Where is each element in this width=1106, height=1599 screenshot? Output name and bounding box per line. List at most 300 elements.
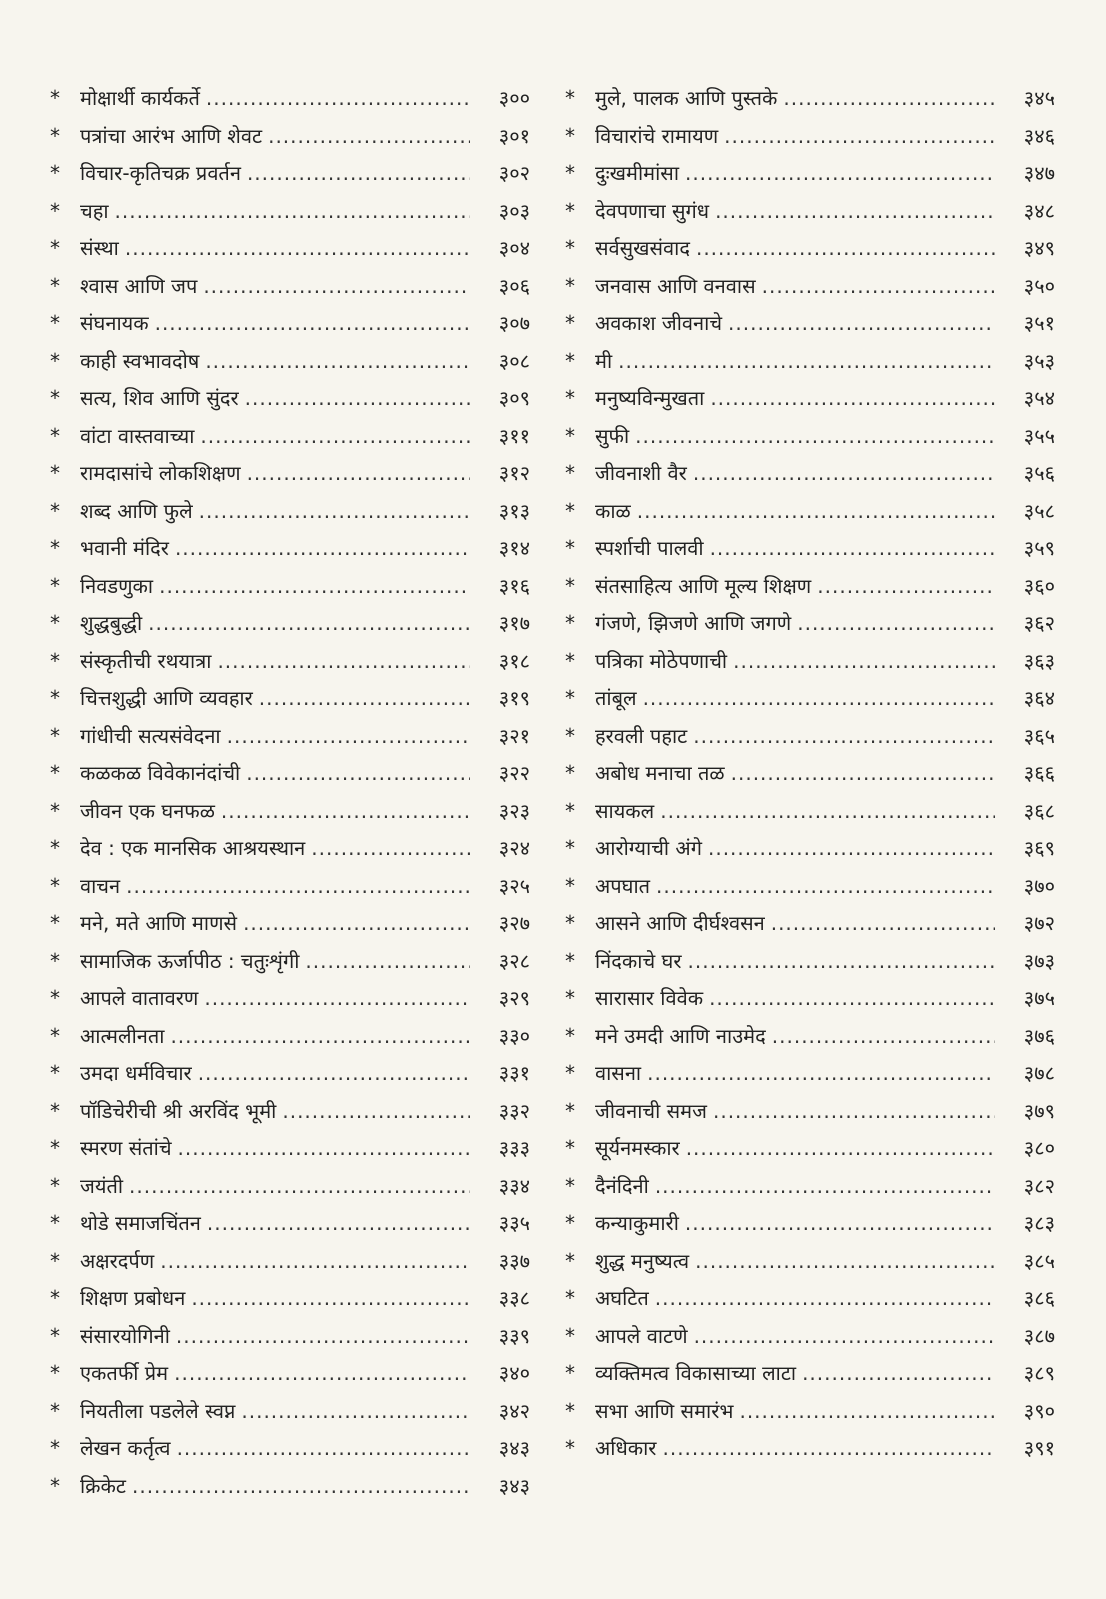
dot-leader (205, 343, 470, 381)
asterisk-bullet-icon: * (50, 123, 60, 148)
toc-entry (565, 1243, 1055, 1281)
toc-entry-page-number: ३१४ (498, 536, 530, 560)
dot-leader (217, 643, 470, 681)
toc-entry (50, 943, 530, 981)
asterisk-bullet-icon: * (50, 1286, 60, 1310)
toc-entry-title: स्मरण संतांचे (80, 1136, 172, 1160)
toc-entry-page-number: ३३० (498, 1023, 530, 1048)
toc-entry (50, 305, 530, 343)
asterisk-bullet-icon: * (565, 573, 575, 598)
toc-entry (50, 718, 530, 756)
toc-entry (565, 1318, 1055, 1356)
toc-entry (50, 905, 530, 943)
dot-leader (305, 943, 470, 981)
dot-leader (115, 193, 471, 231)
toc-entry-page-number: ३८७ (1023, 1323, 1055, 1348)
dot-leader (713, 1093, 995, 1131)
toc-entry-title: शिक्षण प्रबोधन (80, 1286, 186, 1310)
toc-entry (565, 343, 1055, 381)
toc-entry (565, 1168, 1055, 1206)
toc-right-column (565, 80, 1055, 1468)
toc-entry-page-number: ३१९ (498, 686, 530, 710)
asterisk-bullet-icon: * (565, 1173, 575, 1198)
dot-leader (198, 1055, 470, 1093)
toc-entry-page-number: ३२४ (498, 836, 530, 860)
toc-entry-title: संघनायक (80, 311, 149, 335)
toc-entry (50, 755, 530, 793)
toc-entry-page-number: ३८२ (1023, 1173, 1055, 1198)
toc-entry (50, 380, 530, 418)
toc-entry-title: व्यक्तिमत्व विकासाच्या लाटा (595, 1361, 797, 1385)
toc-entry (50, 980, 530, 1018)
dot-leader (715, 193, 995, 231)
dot-leader (694, 1318, 995, 1356)
toc-entry-page-number: ३३१ (498, 1061, 530, 1085)
toc-entry-title: संतसाहित्य आणि मूल्य शिक्षण (595, 573, 812, 598)
toc-entry-page-number: ३०७ (498, 311, 530, 335)
toc-entry-title: काळ (595, 498, 631, 523)
toc-entry-page-number: ३९० (1023, 1398, 1055, 1423)
toc-entry-page-number: ३२२ (498, 761, 530, 785)
toc-entry-title: सुफी (595, 423, 630, 448)
toc-entry (50, 643, 530, 681)
asterisk-bullet-icon: * (565, 986, 575, 1010)
toc-entry (565, 1430, 1055, 1468)
toc-entry (565, 530, 1055, 568)
toc-entry-title: उमदा धर्मविचार (80, 1061, 192, 1085)
toc-entry-title: मने उमदी आणि नाउमेद (595, 1023, 766, 1048)
toc-entry-title: स्पर्शाची पालवी (595, 536, 704, 560)
dot-leader (709, 980, 995, 1018)
toc-entry (50, 1205, 530, 1243)
dot-leader (282, 1093, 470, 1131)
toc-entry-title: शुद्ध मनुष्यत्व (595, 1248, 690, 1273)
toc-entry (565, 455, 1055, 493)
asterisk-bullet-icon: * (565, 948, 575, 973)
toc-entry-title: वाचन (80, 873, 121, 898)
toc-entry (565, 643, 1055, 681)
toc-entry-title: क्रिकेट (80, 1473, 126, 1498)
dot-leader (243, 905, 470, 943)
asterisk-bullet-icon: * (565, 498, 575, 523)
toc-entry (50, 493, 530, 531)
toc-entry (50, 793, 530, 831)
toc-entry-page-number: ३८५ (1023, 1248, 1055, 1273)
dot-leader (710, 380, 995, 418)
dot-leader (206, 80, 470, 118)
dot-leader (772, 1018, 995, 1056)
asterisk-bullet-icon: * (50, 1398, 60, 1423)
dot-leader (643, 680, 995, 718)
asterisk-bullet-icon: * (50, 348, 60, 373)
asterisk-bullet-icon: * (565, 461, 575, 485)
toc-entry-title: थोडे समाजचिंतन (80, 1211, 201, 1235)
asterisk-bullet-icon: * (565, 1286, 575, 1310)
toc-entry-page-number: ३२९ (498, 986, 530, 1010)
toc-entry-title: अबोध मनाचा तळ (595, 761, 725, 785)
dot-leader (655, 1280, 995, 1318)
asterisk-bullet-icon: * (50, 311, 60, 335)
toc-entry-title: आपले वाटणे (595, 1323, 688, 1348)
toc-entry-title: सूर्यनमस्कार (595, 1136, 680, 1160)
toc-entry-page-number: ३६४ (1023, 686, 1055, 710)
dot-leader (247, 455, 470, 493)
toc-entry-title: काही स्वभावदोष (80, 348, 200, 373)
dot-leader (207, 1205, 470, 1243)
toc-entry-title: जनवास आणि वनवास (595, 273, 756, 298)
asterisk-bullet-icon: * (50, 1023, 60, 1048)
toc-entry (50, 455, 530, 493)
toc-entry-page-number: ३१३ (498, 498, 530, 523)
toc-entry (50, 1243, 530, 1281)
asterisk-bullet-icon: * (565, 1323, 575, 1348)
toc-entry-title: रामदासांचे लोकशिक्षण (80, 461, 241, 485)
asterisk-bullet-icon: * (565, 348, 575, 373)
asterisk-bullet-icon: * (565, 798, 575, 823)
dot-leader (204, 980, 470, 1018)
toc-entry-page-number: ३१८ (498, 648, 530, 673)
dot-leader (693, 718, 995, 756)
toc-entry (50, 1093, 530, 1131)
dot-leader (695, 1243, 995, 1281)
dot-leader (155, 305, 470, 343)
toc-entry-page-number: ३५० (1023, 273, 1055, 298)
toc-entry-title: जीवनाची समज (595, 1098, 707, 1123)
toc-entry-page-number: ३५५ (1023, 423, 1055, 448)
toc-entry (50, 568, 530, 606)
toc-entry-page-number: ३८३ (1023, 1211, 1055, 1235)
toc-entry-page-number: ३६३ (1023, 648, 1055, 673)
dot-leader (739, 1393, 995, 1431)
toc-entry (565, 868, 1055, 906)
dot-leader (200, 418, 470, 456)
toc-entry-page-number: ३६५ (1023, 723, 1055, 748)
toc-entry (50, 530, 530, 568)
toc-entry (50, 1280, 530, 1318)
toc-entry-page-number: ३४७ (1023, 161, 1055, 185)
asterisk-bullet-icon: * (50, 723, 60, 748)
asterisk-bullet-icon: * (565, 423, 575, 448)
dot-leader (662, 1430, 995, 1468)
asterisk-bullet-icon: * (565, 686, 575, 710)
asterisk-bullet-icon: * (565, 836, 575, 860)
asterisk-bullet-icon: * (50, 1061, 60, 1085)
toc-entry-title: सारासार विवेक (595, 986, 704, 1010)
asterisk-bullet-icon: * (50, 536, 60, 560)
toc-entry-page-number: ३३७ (498, 1248, 530, 1273)
toc-entry-page-number: ३५४ (1023, 386, 1055, 410)
toc-entry (50, 268, 530, 306)
toc-entry (50, 830, 530, 868)
dot-leader (159, 568, 470, 606)
toc-entry-title: एकतर्फी प्रेम (80, 1361, 169, 1385)
toc-entry-page-number: ३२७ (498, 911, 530, 935)
toc-entry-page-number: ३८६ (1023, 1286, 1055, 1310)
toc-entry-page-number: ३२८ (498, 948, 530, 973)
asterisk-bullet-icon: * (50, 873, 60, 898)
toc-entry-title: संसारयोगिनी (80, 1323, 170, 1348)
dot-leader (247, 155, 470, 193)
toc-entry (565, 1055, 1055, 1093)
toc-entry-page-number: ३०२ (498, 161, 530, 185)
toc-entry-page-number: ३३४ (498, 1173, 530, 1198)
dot-leader (160, 1243, 470, 1281)
toc-entry-title: नियतीला पडलेले स्वप्न (80, 1398, 236, 1423)
toc-entry-title: अधिकार (595, 1436, 657, 1460)
toc-entry-page-number: ३२३ (498, 798, 530, 823)
dot-leader (132, 1468, 470, 1506)
toc-entry-title: आरोग्याची अंगे (595, 836, 702, 860)
asterisk-bullet-icon: * (565, 1398, 575, 1423)
asterisk-bullet-icon: * (565, 1098, 575, 1123)
toc-entry-title: चहा (80, 198, 109, 223)
toc-entry-title: कन्याकुमारी (595, 1211, 679, 1235)
toc-entry-title: सर्वसुखसंवाद (595, 236, 690, 260)
toc-entry-page-number: ३९१ (1023, 1436, 1055, 1460)
dot-leader (647, 1055, 995, 1093)
toc-entry-title: मुले, पालक आणि पुस्तके (595, 86, 778, 110)
dot-leader (268, 118, 470, 156)
asterisk-bullet-icon: * (50, 1323, 60, 1348)
asterisk-bullet-icon: * (565, 273, 575, 298)
toc-entry-page-number: ३७० (1023, 873, 1055, 898)
asterisk-bullet-icon: * (50, 198, 60, 223)
toc-entry-title: निंदकाचे घर (595, 948, 682, 973)
toc-entry-title: जीवन एक घनफळ (80, 798, 215, 823)
toc-entry (565, 980, 1055, 1018)
asterisk-bullet-icon: * (50, 1211, 60, 1235)
dot-leader (685, 155, 995, 193)
dot-leader (724, 118, 995, 156)
toc-entry-page-number: ३४३ (498, 1436, 530, 1460)
toc-entry-title: मी (595, 348, 613, 373)
dot-leader (125, 230, 470, 268)
asterisk-bullet-icon: * (50, 1436, 60, 1460)
asterisk-bullet-icon: * (565, 1436, 575, 1460)
asterisk-bullet-icon: * (565, 611, 575, 635)
toc-entry-page-number: ३६६ (1023, 761, 1055, 785)
toc-entry (50, 343, 530, 381)
toc-entry-title: पत्रांचा आरंभ आणि शेवट (80, 123, 263, 148)
toc-entry-page-number: ३४९ (1023, 236, 1055, 260)
toc-entry (565, 1280, 1055, 1318)
toc-entry-page-number: ३५९ (1023, 536, 1055, 560)
asterisk-bullet-icon: * (565, 1361, 575, 1385)
toc-entry-page-number: ३०० (498, 86, 530, 110)
toc-entry (50, 1393, 530, 1431)
dot-leader (177, 1430, 470, 1468)
toc-entry-title: लेखन कर्तृत्व (80, 1436, 171, 1460)
dot-leader (311, 830, 470, 868)
dot-leader (241, 1393, 470, 1431)
toc-entry-page-number: ३१७ (498, 611, 530, 635)
toc-entry (50, 1318, 530, 1356)
asterisk-bullet-icon: * (50, 1173, 60, 1198)
toc-entry (565, 118, 1055, 156)
dot-leader (245, 380, 470, 418)
asterisk-bullet-icon: * (50, 86, 60, 110)
toc-entry (565, 793, 1055, 831)
toc-entry (50, 155, 530, 193)
toc-entry-page-number: ३५८ (1023, 498, 1055, 523)
toc-entry-title: पॉडिचेरीची श्री अरविंद भूमी (80, 1098, 277, 1123)
toc-entry-page-number: ३३३ (498, 1136, 530, 1160)
toc-entry-title: चित्तशुद्धी आणि व्यवहार (80, 686, 253, 710)
asterisk-bullet-icon: * (50, 611, 60, 635)
dot-leader (635, 418, 995, 456)
dot-leader (693, 455, 995, 493)
asterisk-bullet-icon: * (50, 273, 60, 298)
toc-entry-page-number: ३२१ (498, 723, 530, 748)
dot-leader (178, 1130, 470, 1168)
toc-entry-title: शुद्धबुद्धी (80, 611, 143, 635)
toc-entry-title: अवकाश जीवनाचे (595, 311, 723, 335)
toc-entry (50, 230, 530, 268)
dot-leader (733, 643, 995, 681)
toc-entry-title: जयंती (80, 1173, 124, 1198)
asterisk-bullet-icon: * (50, 1098, 60, 1123)
dot-leader (797, 605, 995, 643)
toc-entry (50, 1430, 530, 1468)
asterisk-bullet-icon: * (50, 498, 60, 523)
toc-entry-page-number: ३५६ (1023, 461, 1055, 485)
asterisk-bullet-icon: * (565, 1211, 575, 1235)
toc-entry (565, 605, 1055, 643)
toc-entry-page-number: ३२५ (498, 873, 530, 898)
toc-entry-title: निवडणुका (80, 573, 154, 598)
toc-entry-page-number: ३३९ (498, 1323, 530, 1348)
asterisk-bullet-icon: * (565, 1061, 575, 1085)
toc-entry (565, 305, 1055, 343)
asterisk-bullet-icon: * (50, 686, 60, 710)
toc-entry-page-number: ३३५ (498, 1211, 530, 1235)
toc-entry-page-number: ३७६ (1023, 1023, 1055, 1048)
toc-entry (50, 1130, 530, 1168)
toc-entry-page-number: ३४० (498, 1361, 530, 1385)
dot-leader (762, 268, 995, 306)
toc-entry (50, 1468, 530, 1506)
toc-entry-page-number: ३७९ (1023, 1098, 1055, 1123)
toc-entry-title: जीवनाशी वैर (595, 461, 687, 485)
toc-entry-page-number: ३१६ (498, 573, 530, 598)
toc-entry-title: तांबूल (595, 686, 637, 710)
toc-entry-title: विचार-कृतिचक्र प्रवर्तन (80, 161, 241, 185)
toc-entry-title: पत्रिका मोठेपणाची (595, 648, 728, 673)
asterisk-bullet-icon: * (565, 123, 575, 148)
dot-leader (148, 605, 470, 643)
dot-leader (802, 1355, 995, 1393)
toc-entry-title: अघटित (595, 1286, 649, 1310)
toc-entry (565, 1393, 1055, 1431)
toc-entry (50, 680, 530, 718)
toc-entry (565, 680, 1055, 718)
toc-entry-title: आत्मलीनता (80, 1023, 165, 1048)
asterisk-bullet-icon: * (50, 986, 60, 1010)
dot-leader (728, 305, 995, 343)
toc-entry (565, 718, 1055, 756)
toc-entry (565, 230, 1055, 268)
toc-entry (50, 1168, 530, 1206)
toc-entry-page-number: ३७५ (1023, 986, 1055, 1010)
toc-entry-page-number: ३४५ (1023, 86, 1055, 110)
dot-leader (170, 1018, 470, 1056)
dot-leader (175, 530, 470, 568)
toc-entry-page-number: ३१२ (498, 461, 530, 485)
dot-leader (685, 1205, 995, 1243)
toc-entry (565, 1018, 1055, 1056)
toc-entry-page-number: ३४६ (1023, 123, 1055, 148)
dot-leader (203, 268, 470, 306)
asterisk-bullet-icon: * (50, 761, 60, 785)
toc-entry-title: सत्य, शिव आणि सुंदर (80, 386, 239, 410)
toc-entry-page-number: ३६२ (1023, 611, 1055, 635)
dot-leader (686, 1130, 995, 1168)
toc-entry-title: विचारांचे रामायण (595, 123, 719, 148)
dot-leader (221, 793, 470, 831)
toc-entry (565, 905, 1055, 943)
toc-entry-title: सभा आणि समारंभ (595, 1398, 734, 1423)
asterisk-bullet-icon: * (50, 386, 60, 410)
toc-entry (50, 80, 530, 118)
toc-entry (565, 568, 1055, 606)
toc-entry-page-number: ३०३ (498, 198, 530, 223)
toc-entry (565, 943, 1055, 981)
asterisk-bullet-icon: * (565, 536, 575, 560)
toc-entry-page-number: ३११ (498, 423, 530, 448)
toc-entry-page-number: ३०१ (498, 123, 530, 148)
toc-entry (565, 1093, 1055, 1131)
dot-leader (710, 530, 995, 568)
toc-entry-page-number: ३०८ (498, 348, 530, 373)
toc-entry-title: श्वास आणि जप (80, 273, 198, 298)
dot-leader (191, 1280, 470, 1318)
dot-leader (174, 1355, 470, 1393)
asterisk-bullet-icon: * (565, 648, 575, 673)
toc-entry-page-number: ३३८ (498, 1286, 530, 1310)
toc-entry (50, 193, 530, 231)
toc-entry-page-number: ३४३ (498, 1473, 530, 1498)
asterisk-bullet-icon: * (50, 836, 60, 860)
asterisk-bullet-icon: * (50, 573, 60, 598)
toc-entry-page-number: ३५१ (1023, 311, 1055, 335)
toc-entry-page-number: ३७८ (1023, 1061, 1055, 1085)
asterisk-bullet-icon: * (50, 423, 60, 448)
asterisk-bullet-icon: * (565, 161, 575, 185)
dot-leader (259, 680, 470, 718)
dot-leader (708, 830, 995, 868)
toc-entry-title: गंजणे, झिजणे आणि जगणे (595, 611, 792, 635)
toc-entry-title: दुःखमीमांसा (595, 161, 679, 185)
dot-leader (126, 868, 470, 906)
toc-entry (565, 268, 1055, 306)
dot-leader (656, 868, 995, 906)
toc-entry-page-number: ३७३ (1023, 948, 1055, 973)
toc-entry-title: आपले वातावरण (80, 986, 199, 1010)
toc-entry-page-number: ३०६ (498, 273, 530, 298)
dot-leader (129, 1168, 470, 1206)
toc-entry-title: दैनंदिनी (595, 1173, 649, 1198)
dot-leader (660, 793, 995, 831)
toc-entry-title: अक्षरदर्पण (80, 1248, 155, 1273)
dot-leader (176, 1318, 470, 1356)
asterisk-bullet-icon: * (50, 798, 60, 823)
asterisk-bullet-icon: * (50, 236, 60, 260)
toc-entry-title: मने, मते आणि माणसे (80, 911, 238, 935)
dot-leader (199, 493, 470, 531)
dot-leader (696, 230, 995, 268)
asterisk-bullet-icon: * (565, 873, 575, 898)
toc-entry-title: गांधीची सत्यसंवेदना (80, 723, 221, 748)
